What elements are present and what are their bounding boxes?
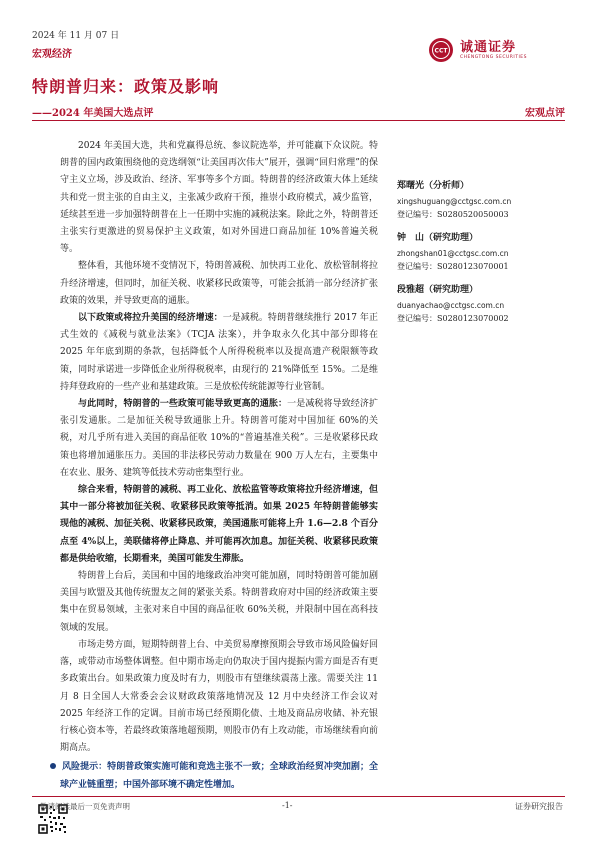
page-title: 特朗普归来：政策及影响 [32, 77, 220, 96]
company-logo [428, 36, 568, 64]
page-number: -1- [282, 801, 293, 810]
paragraph-3-rest: 一是减税。特朗普继续推行 2017 年正式生效的《减税与就业法案》（TCJA 法案），并争取永久化其中部分即将在 2025 年年底到期的条款，包括降低个人所得税税率以及提高遗产税限额等政策，同时承诺进一步降低企业所得税税率，由现行的 21%降低至 15%。二是维持拜登政府的一些产业和基建政策。三是放松传统能源等行业管制。 [60, 313, 378, 392]
footer-disclaimer: 敬请阅读最后一页免责声明 [40, 802, 130, 811]
paragraph-4 [60, 396, 378, 482]
paragraph-6: 特朗普上台后，美国和中国的地缘政治冲突可能加剧，同时特朗普可能加剧美国与欧盟及其他传统盟友之间的紧张关系。特朗普政府对中国的经济政策主要集中在贸易领域，主张对来自中国的商品征收 60%关税，并限制中国在高科技领域的发展。 [60, 571, 378, 633]
paragraph-4-rest: 一是减税将导致经济扩张引发通胀。二是加征关税导致通胀上升。特朗普可能对中国加征 60%的关税，对几乎所有进入美国的商品征收 10%的“普遍基准关税”。三是收紧移民政策也将增加通胀压力。美国的非法移民劳动力数量在 900 万人左右，主要集中在农业、服务、建筑等低技术劳动密集型行业。 [60, 399, 378, 478]
report-type: 宏观点评 [525, 108, 565, 119]
bullet-icon [50, 763, 56, 769]
analyst-name: 钟 山（研究助理） [397, 233, 479, 243]
analyst-registration: 登记编号：S0280123070002 [397, 314, 509, 323]
analyst-registration: 登记编号：S0280123070001 [397, 262, 509, 271]
title-divider [32, 120, 565, 121]
analyst-card [397, 180, 577, 222]
paragraph-4-lead: 与此同时，特朗普的一些政策可能导致更高的通胀： [78, 399, 288, 410]
analyst-registration: 登记编号：S0280520050003 [397, 210, 509, 219]
paragraph-3-lead: 以下政策或将拉升美国的经济增速： [78, 313, 223, 324]
paragraph-3 [60, 310, 378, 396]
footer-divider [32, 796, 565, 797]
main-body [60, 138, 378, 794]
report-date: 2024 年 11 月 07 日 [32, 31, 120, 41]
analyst-email[interactable]: duanyachao@cctgsc.com.cn [397, 300, 505, 310]
paragraph-1: 2024 年美国大选，共和党赢得总统、参议院选举，并可能赢下众议院。特朗普的国内政策围绕他的竞选纲领“让美国再次伟大”展开，强调“回归常理”的保守主义立场，涉及政治、经济、军事等多个方面。特朗普的经济政策大体上延续共和党一贯主张的自由主义，主张减少政府干预，推崇小政府模式，减少监管，延续甚至进一步加强特朗普在上一任期中实施的减税法案。除此之外，特朗普还主张实行更激进的贸易保护主义政策，如对外国进口商品加征 10%普遍关税等。 [60, 141, 378, 255]
analyst-card [397, 232, 577, 274]
analyst-name: 段雅超（研究助理） [397, 285, 479, 295]
analyst-card [397, 284, 577, 326]
footer-series: 证券研究报告 [515, 802, 563, 811]
risk-warning-text: 风险提示：特朗普政策实施可能和竞选主张不一致；全球政治经贸冲突加剧；全球产业链重塑；中国外部环境不确定性增加。 [60, 762, 378, 790]
page-subtitle: ——2024 年美国大选点评 [32, 108, 154, 119]
risk-warning [60, 759, 378, 793]
paragraph-2: 整体看，其他环境不变情况下，特朗普减税、加快再工业化、放松管制将拉升经济增速，但同时，加征关税、收紧移民政策等，可能会抵消一部分经济扩张政策的效果，并导致更高的通胀。 [60, 261, 378, 306]
logo-name-cn: 诚通证券 [460, 40, 517, 55]
paragraph-7: 市场走势方面，短期特朗普上台、中美贸易摩擦预期会导致市场风险偏好回落，或带动市场整体调整。但中期市场走向仍取决于国内提振内需方面是否有更多政策出台。如果政策力度及时有力，则股市有望继续震荡上涨。需要关注 11 月 8 日全国人大常委会会议财政政策落地情况及 12 月中央经济工作会议对 2025 年经济工作的定调。目前市场已经预期化债、土地及商品房收储、补充银行核心资本等，若最终政策落地超预期，则股市仍有上攻动能，市场继续看向前期高点。 [60, 639, 378, 754]
paragraph-5: 综合来看，特朗普的减税、再工业化、放松监管等政策将拉升经济增速，但其中一部分将被加征关税、收紧移民政策等抵消。如果 2025 年特朗普能够实现他的减税、加征关税、收紧移民政策，美国通胀可能将上升 1.6—2.8 个百分点至 4%以上，美联储将停止降息、并可能再次加息。加征关税、收紧移民政策都是供给收缩，长期看来，美国可能发生滞胀。 [60, 485, 378, 564]
analyst-name: 郑曙光（分析师） [397, 181, 470, 191]
logo-name-en: CHENGTONG SECURITIES [460, 55, 528, 60]
logo-mark-icon [428, 37, 454, 63]
analyst-email[interactable]: zhongshan01@cctgsc.com.cn [397, 248, 509, 258]
svg-text:CCT: CCT [434, 47, 448, 55]
report-category: 宏观经济 [32, 49, 72, 60]
analyst-email[interactable]: xingshuguang@cctgsc.com.cn [397, 196, 512, 206]
